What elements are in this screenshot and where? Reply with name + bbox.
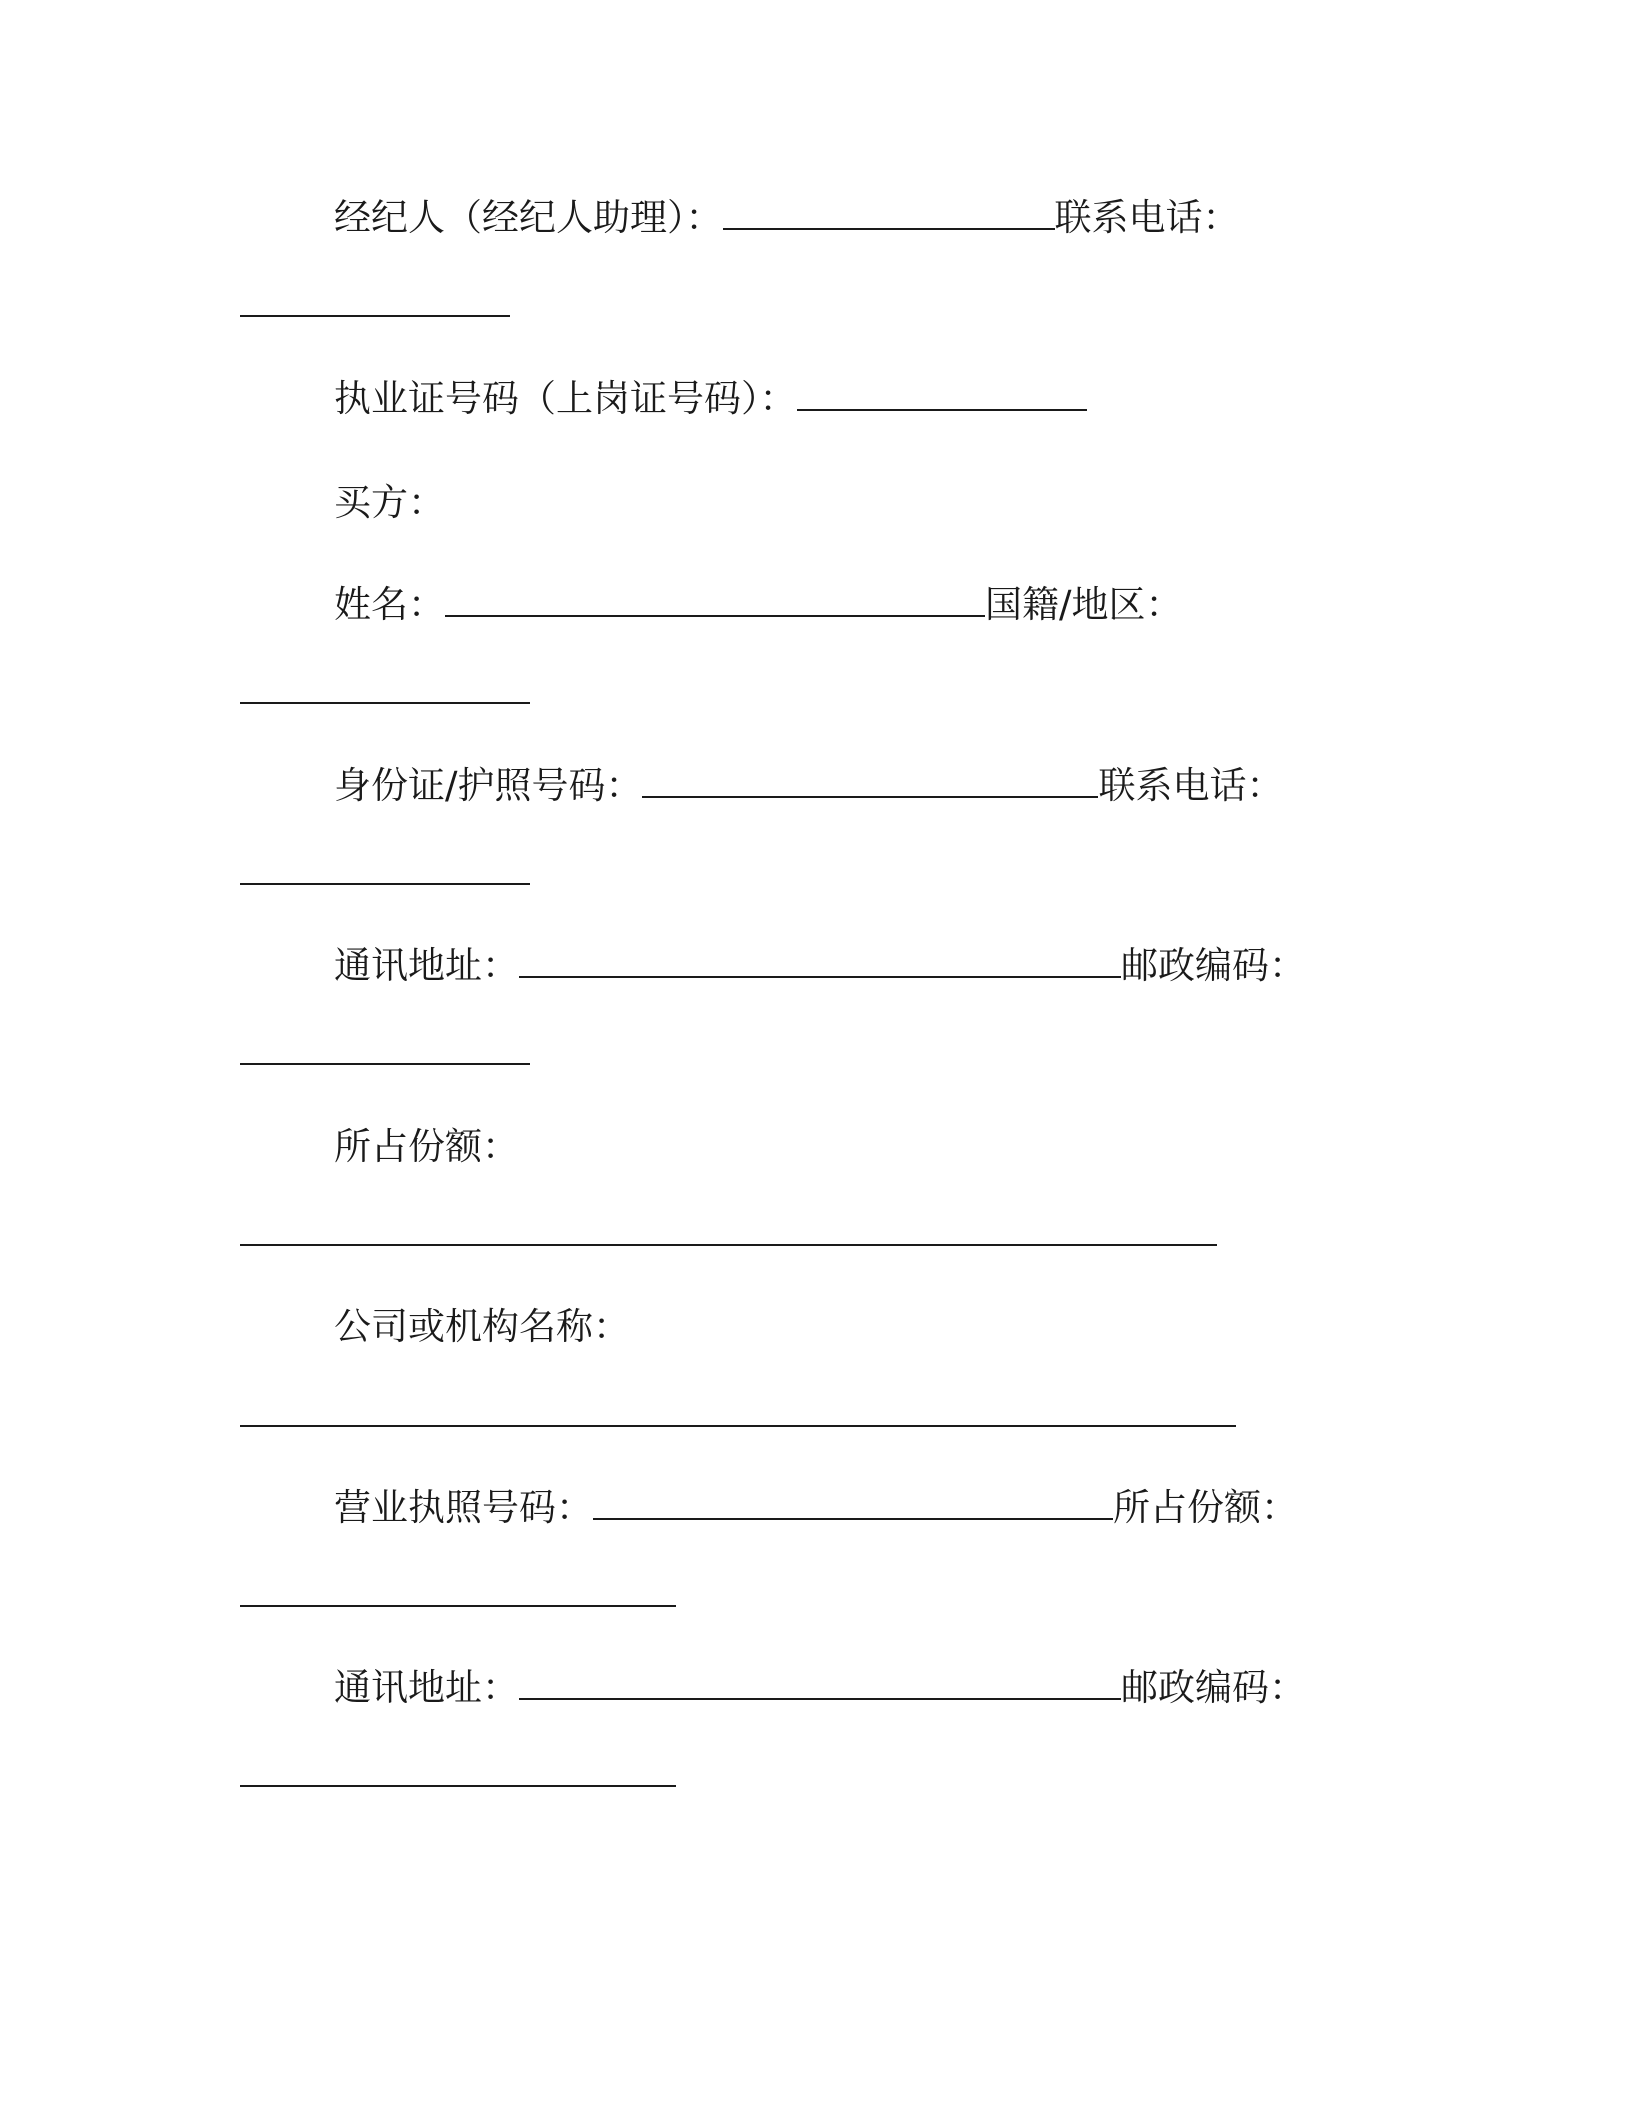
nationality-field[interactable] [240, 672, 530, 704]
business-license-field[interactable] [593, 1488, 1113, 1520]
company-address-field[interactable] [519, 1668, 1121, 1700]
company-postcode-label: 邮政编码： [1121, 1666, 1306, 1709]
address-row [334, 943, 1306, 989]
name-label: 姓名： [334, 583, 445, 626]
business-license-row [334, 1485, 1298, 1531]
company-row [334, 1304, 630, 1350]
buyer-phone-field[interactable] [240, 853, 530, 885]
company-postcode-field[interactable] [240, 1755, 676, 1787]
buyer-heading-row [334, 480, 445, 526]
company-share-field[interactable] [240, 1575, 676, 1607]
id-number-field[interactable] [642, 766, 1098, 798]
company-share-row [240, 1575, 676, 1621]
share-field[interactable] [240, 1214, 1217, 1246]
name-row [334, 582, 1182, 628]
agent-phone-field[interactable] [240, 285, 510, 317]
license-row [334, 376, 1087, 422]
postcode-row [240, 1033, 530, 1079]
id-row [334, 763, 1283, 809]
company-address-row [334, 1665, 1306, 1711]
license-label: 执业证号码（上岗证号码）： [334, 377, 797, 420]
share-row [334, 1124, 519, 1170]
id-label: 身份证/护照号码： [334, 764, 643, 807]
agent-phone-row [240, 285, 510, 331]
agent-row [334, 195, 1240, 241]
company-postcode-row [240, 1755, 676, 1801]
business-license-label: 营业执照号码： [334, 1486, 593, 1529]
share-label: 所占份额： [334, 1125, 519, 1168]
share-field-row [240, 1214, 1217, 1260]
postcode-field[interactable] [240, 1033, 530, 1065]
nationality-label: 国籍/地区： [985, 583, 1183, 626]
name-field[interactable] [445, 585, 985, 617]
company-share-label: 所占份额： [1113, 1486, 1298, 1529]
address-field[interactable] [519, 946, 1121, 978]
agent-label: 经纪人（经纪人助理）： [334, 196, 723, 239]
license-number-field[interactable] [797, 379, 1087, 411]
postcode-label: 邮政编码： [1121, 944, 1306, 987]
buyer-heading: 买方： [334, 481, 445, 524]
company-name-field[interactable] [240, 1395, 1236, 1427]
company-label: 公司或机构名称： [334, 1305, 630, 1348]
agent-phone-label: 联系电话： [1054, 196, 1240, 239]
company-field-row [240, 1395, 1236, 1441]
nationality-row [240, 672, 530, 718]
buyer-phone-label: 联系电话： [1098, 764, 1284, 807]
company-address-label: 通讯地址： [334, 1666, 519, 1709]
address-label: 通讯地址： [334, 944, 519, 987]
buyer-phone-row [240, 853, 530, 899]
agent-name-field[interactable] [723, 198, 1055, 230]
